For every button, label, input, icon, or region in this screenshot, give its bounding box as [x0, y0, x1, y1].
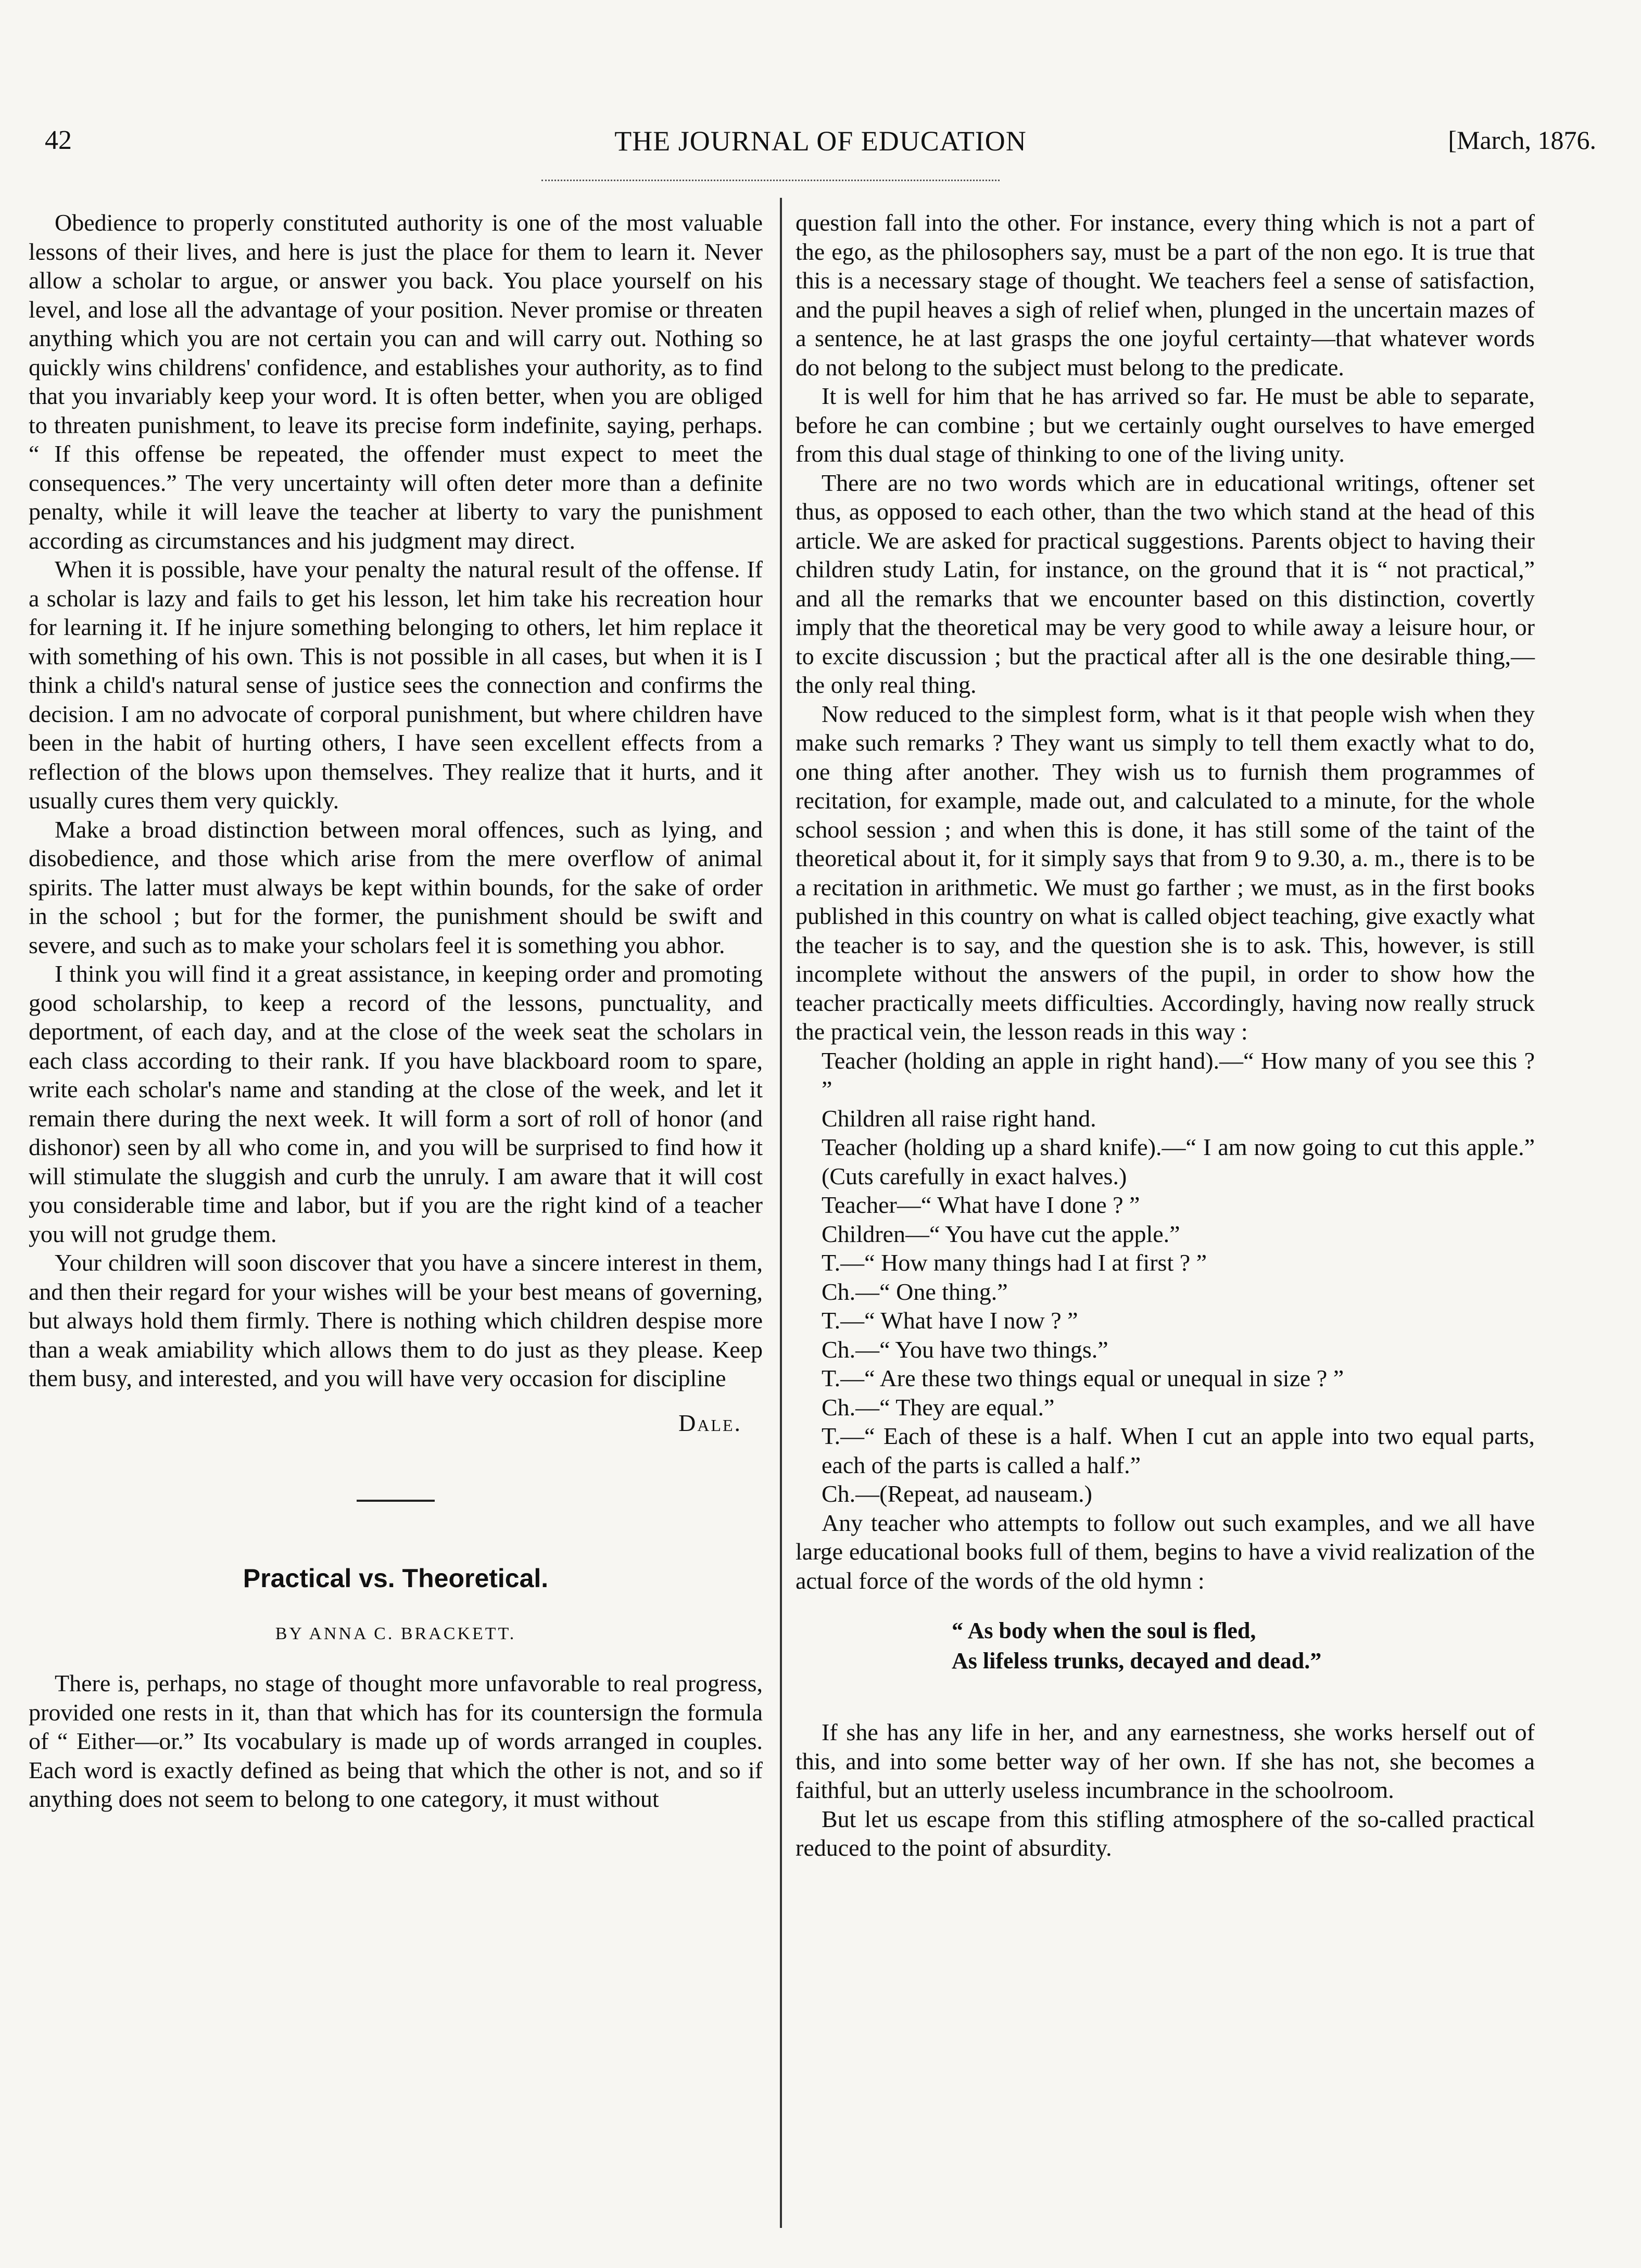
paragraph: Any teacher who attempts to follow out such examples, and we all have large educational books full of them, begins to have a vivid realization of the actual force of the words of the old hymn : — [796, 1509, 1535, 1594]
author-signature: Dale. — [678, 1409, 742, 1436]
lesson-line: Ch.—“ You have two things.” — [822, 1336, 1108, 1363]
page-number: 42 — [45, 125, 72, 155]
lesson-line: T.—“ What have I now ? ” — [822, 1307, 1078, 1334]
lesson-line: Ch.—“ One thing.” — [822, 1278, 1008, 1305]
article-title: Practical vs. Theoretical. — [243, 1564, 549, 1593]
lesson-line: Teacher (holding up a shard knife).—“ I am now going to cut this apple.” (Cuts carefully in exact halves.) — [822, 1134, 1535, 1189]
column-divider — [780, 198, 782, 2228]
left-column — [29, 208, 763, 1814]
lesson-line: T.—“ Each of these is a half. When I cut an apple into two equal parts, each of the parts is called a half.” — [822, 1423, 1535, 1478]
section-rule — [357, 1500, 435, 1502]
paragraph: I think you will find it a great assistance, in keeping order and promoting good scholarship, to keep a record of the lessons, punctuality, and deportment, of each day, and at the close of the week seat the scholars in each class according to their rank. If you have blackboard room to spare, write each scholar's name and standing at the close of the week, and let it remain there during the next week. It will form a sort of roll of honor (and dishonor) seen by all who come in, and you will be surprised to find how it will stimulate the sluggish and curb the unruly. I am aware that it will cost you considerable time and labor, but if you are the right kind of a teacher you will not grudge them. — [29, 960, 763, 1247]
journal-title: THE JOURNAL OF EDUCATION — [614, 125, 1027, 157]
header-rule — [541, 180, 1000, 181]
paragraph: When it is possible, have your penalty the natural result of the offense. If a scholar is lazy and fails to get his lesson, let him take his recreation hour for learning it. If he injure something belonging to others, let him replace it with something of his own. This is not possible in all cases, but when it is I think a child's natural sense of justice sees the connection and confirms the decision. I am no advocate of corporal punishment, but where children have been in the habit of hurting others, I have seen excellent effects from a reflection of the blows upon themselves. They realize that it hurts, and it usually cures them very quickly. — [29, 556, 763, 814]
issue-date: [March, 1876. — [1448, 125, 1596, 155]
lesson-line: Children all raise right hand. — [822, 1105, 1096, 1132]
lesson-line: T.—“ How many things had I at first ? ” — [822, 1249, 1207, 1276]
paragraph: Your children will soon discover that you have a sincere interest in them, and then their regard for your wishes will be your best means of governing, but always hold them firmly. There is nothing which children despise more than a weak amiability which allows them to do just as they please. Keep them busy, and interested, and you will have very occasion for discipline — [29, 1249, 763, 1391]
quote-line: “ As body when the soul is fled, — [952, 1618, 1256, 1643]
paragraph: But let us escape from this stifling atmosphere of the so-called practical reduced to the point of absurdity. — [796, 1805, 1535, 1861]
lesson-line: Children—“ You have cut the apple.” — [822, 1220, 1180, 1247]
paragraph: There is, perhaps, no stage of thought more unfavorable to real progress, provided one rests in it, than that which has for its countersign the formula of “ Either—or.” Its vocabulary is made up of words arranged in couples. Each word is exactly defined as being that which the other is not, and so if anything does not seem to belong to one category, it must without — [29, 1670, 763, 1812]
paragraph: question fall into the other. For instance, every thing which is not a part of the ego, as the philosophers say, must be a part of the non ego. It is true that this is a necessary stage of thought. We teachers feel a sense of satisfaction, and the pupil heaves a sigh of relief when, plunged in the uncertain mazes of a sentence, he at last grasps the one joyful certainty—that whatever words do not belong to the subject must belong to the predicate. — [796, 209, 1535, 381]
lesson-line: T.—“ Are these two things equal or unequal in size ? ” — [822, 1365, 1344, 1391]
hymn-quote — [952, 1616, 1535, 1676]
lesson-line: Teacher—“ What have I done ? ” — [822, 1192, 1140, 1218]
paragraph: It is well for him that he has arrived so far. He must be able to separate, before he can combine ; but we certainly ought ourselves to have emerged from this dual stage of thinking to one of the living unity. — [796, 383, 1535, 467]
right-column — [796, 208, 1535, 1862]
paragraph: Make a broad distinction between moral offences, such as lying, and disobedience, and those which arise from the mere overflow of animal spirits. The latter must always be kept within bounds, for the sake of order in the school ; but for the former, the punishment should be swift and severe, and such as to make your scholars feel it is something you abhor. — [29, 816, 763, 958]
paragraph: Now reduced to the simplest form, what is it that people wish when they make such remarks ? They want us simply to tell them exactly what to do, one thing after another. They wish us to furnish them programmes of recitation, for example, made out, and calculated to a minute, for the whole school session ; and when this is done, it has still some of the taint of the theoretical about it, for it simply says that from 9 to 9.30, a. m., there is to be a recitation in arithmetic. We must go farther ; we must, as in the first books published in this country on what is called object teaching, give exactly what the teacher is to say, and the question she is to ask. This, however, is still incomplete without the answers of the pupil, in order to show how the teacher practically meets difficulties. Accordingly, having now really struck the practical vein, the lesson reads in this way : — [796, 700, 1535, 1045]
lesson-line: Teacher (holding an apple in right hand).—“ How many of you see this ? ” — [822, 1047, 1535, 1103]
lesson-line: Ch.—(Repeat, ad nauseam.) — [822, 1480, 1092, 1507]
paragraph: If she has any life in her, and any earnestness, she works herself out of this, and into some better way of her own. If she has not, she becomes a faithful, but an utterly useless incumbrance in the schoolroom. — [796, 1719, 1535, 1803]
article-byline: BY ANNA C. BRACKETT. — [275, 1624, 516, 1643]
page-header — [45, 125, 1596, 167]
lesson-line: Ch.—“ They are equal.” — [822, 1393, 1055, 1421]
quote-line: As lifeless trunks, decayed and dead.” — [952, 1648, 1322, 1674]
paragraph: Obedience to properly constituted authority is one of the most valuable lessons of their lives, and here is just the place for them to learn it. Never allow a scholar to argue, or answer you back. You place yourself on his level, and lose all the advantage of your position. Never promise or threaten anything which you are not certain you can and will carry out. Nothing so quickly wins childrens' confidence, and establishes your authority, as to find that you invariably keep your word. It is often better, when you are obliged to threaten punishment, to leave its precise form indefinite, saying, perhaps. “ If this offense be repeated, the offender must expect to meet the consequences.” The very uncertainty will often deter more than a definite penalty, while it will leave the teacher at liberty to vary the punishment according as circumstances and his judgment may direct. — [29, 209, 763, 554]
paragraph: There are no two words which are in educational writings, oftener set thus, as opposed to each other, than the two which stand at the head of this article. We are asked for practical suggestions. Parents object to having their children study Latin, for instance, on the ground that it is “ not practical,” and all the remarks that we encounter based on this distinction, covertly imply that the theoretical may be very good to while away a leisure hour, or to excite discussion ; but the practical after all is the one desirable thing,—the only real thing. — [796, 469, 1535, 698]
